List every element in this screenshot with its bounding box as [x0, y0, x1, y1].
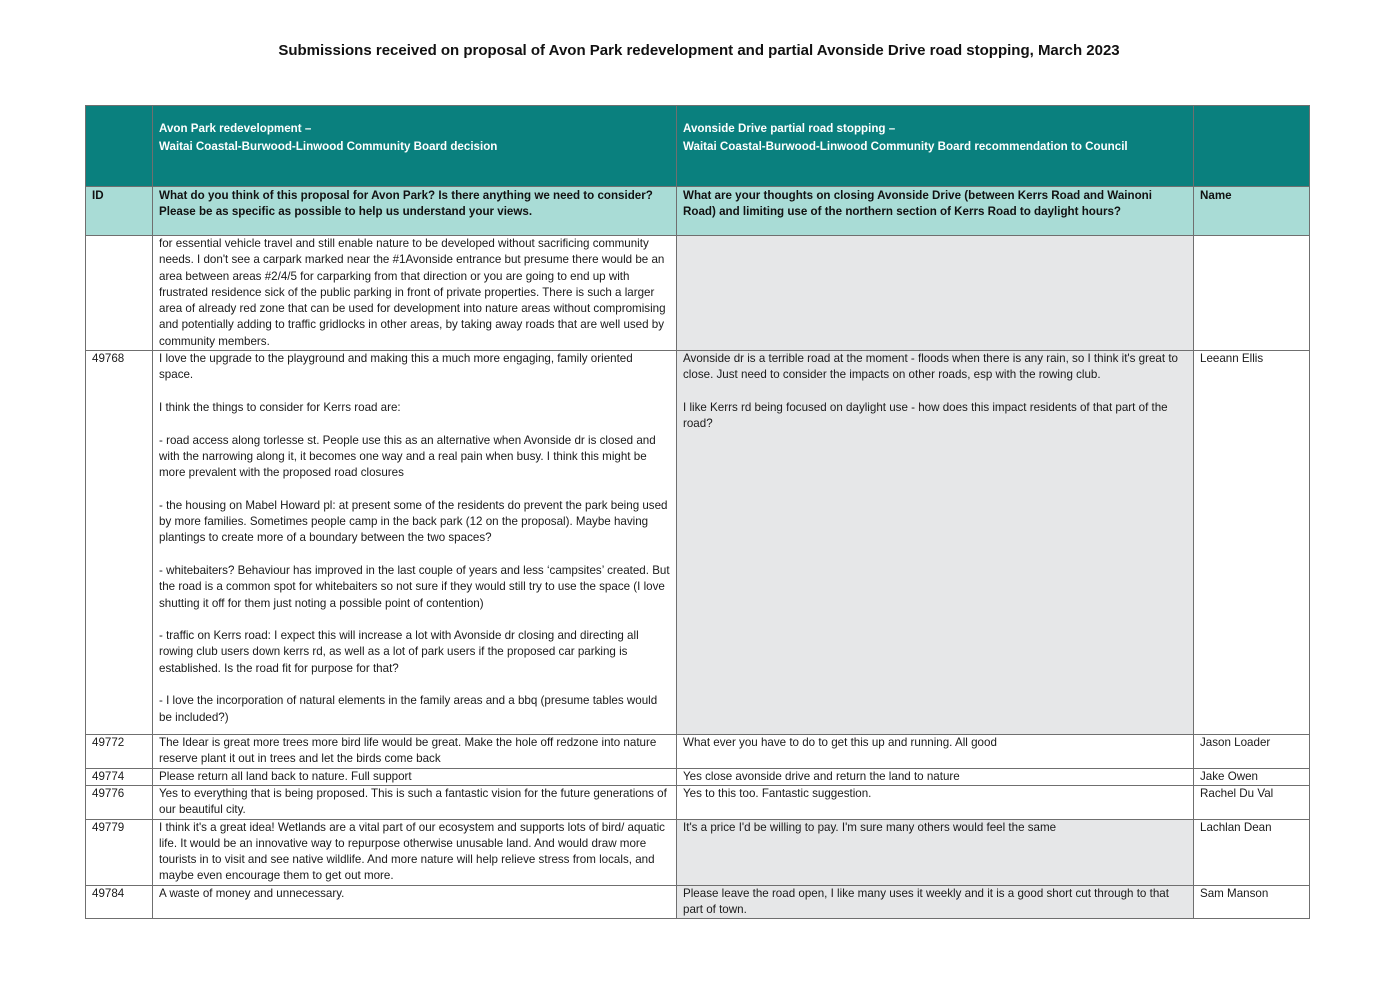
- road-response: It's a price I'd be willing to pay. I'm sure many others would feel the same: [677, 819, 1194, 885]
- table-row: [86, 735, 1310, 769]
- park-response: I love the upgrade to the playground and making this a much more engaging, family oriented space. I think the things to consider for Kerrs road are: - road access along torlesse st. People use this as an alternative when Avonside dr is closed and with the narrowing along it, it becomes one way and a real pain when busy. I think this might be more prevalent with the proposed road closures - the housing on Mabel Howard pl: at present some of the residents do prevent the park being used by more families. Sometimes people camp in the back park (12 on the proposal). Maybe having plantings to create more of a boundary between the two spaces? - whitebaiters? Behaviour has improved in the last couple of years and less ‘campsites’ created. But the road is a common spot for whitebaiters so not sure if they would still try to use the space (I love shutting it off for them just noting a possible point of contention) - traffic on Kerrs road: I expect this will increase a lot with Avonside dr closing and directing all rowing club users down kerrs rd, as well as a lot of park users if the proposed car parking is established. Is the road fit for purpose for that? - I love the incorporation of natural elements in the family areas and a bbq (presume tables would be included?): [153, 351, 677, 735]
- group-header-blank: [86, 106, 153, 187]
- park-response: for essential vehicle travel and still enable nature to be developed without sacrificing community needs. I don't see a carpark marked near the #1Avonside entrance but presume there would be an area between areas #2/4/5 for carparking from that direction or you are going to end up with frustrated residence sick of the public parking in front of private properties. There is such a larger area of already red zone that can be used for development into nature areas without compromising and potentially adding to traffic gridlocks in other areas, by taking away roads that are well used by community members.: [153, 236, 677, 351]
- road-response: Avonside dr is a terrible road at the moment - floods when there is any rain, so I think it's great to close. Just need to consider the impacts on other roads, esp with the rowing club. I like Kerrs rd being focused on daylight use - how does this impact residents of that part of the road?: [677, 351, 1194, 735]
- submissions-table: [85, 105, 1310, 919]
- road-response: Yes to this too. Fantastic suggestion.: [677, 785, 1194, 819]
- submitter-name: Jake Owen: [1194, 768, 1310, 785]
- submitter-name: Leeann Ellis: [1194, 351, 1310, 735]
- submitter-name: Rachel Du Val: [1194, 785, 1310, 819]
- park-question-header: What do you think of this proposal for Avon Park? Is there anything we need to consider? Please be as specific as possible to help us understand your views.: [153, 187, 677, 236]
- table-row: [86, 236, 1310, 351]
- submission-id: 49784: [86, 885, 153, 919]
- table-row: [86, 819, 1310, 885]
- group-header-avon-park: Avon Park redevelopment – Waitai Coastal-Burwood-Linwood Community Board decision: [153, 106, 677, 187]
- table-row: [86, 785, 1310, 819]
- table-row: [86, 885, 1310, 919]
- park-response: A waste of money and unnecessary.: [153, 885, 677, 919]
- table-row: [86, 768, 1310, 785]
- id-column-header: ID: [86, 187, 153, 236]
- group-header-row: [86, 106, 1310, 187]
- submission-id: 49776: [86, 785, 153, 819]
- road-response: What ever you have to do to get this up and running. All good: [677, 735, 1194, 769]
- submitter-name: Sam Manson: [1194, 885, 1310, 919]
- submission-id: 49779: [86, 819, 153, 885]
- park-response: I think it's a great idea! Wetlands are a vital part of our ecosystem and supports lots of bird/ aquatic life. It would be an innovative way to repurpose otherwise unusable land. And would draw more tourists in to visit and see native wildlife. And more nature will help relieve stress from locals, and maybe even encourage them to get out more.: [153, 819, 677, 885]
- document-title: Submissions received on proposal of Avon Park redevelopment and partial Avonside Drive road stopping, March 2023: [278, 42, 1120, 59]
- road-response: [677, 236, 1194, 351]
- question-header-row: [86, 187, 1310, 236]
- submission-id: [86, 236, 153, 351]
- group-header-blank-name: [1194, 106, 1310, 187]
- road-response: Please leave the road open, I like many uses it weekly and it is a good short cut through to that part of town.: [677, 885, 1194, 919]
- submission-id: 49772: [86, 735, 153, 769]
- name-column-header: Name: [1194, 187, 1310, 236]
- park-response: Please return all land back to nature. Full support: [153, 768, 677, 785]
- group-header-avonside-drive: Avonside Drive partial road stopping – Waitai Coastal-Burwood-Linwood Community Board recommendation to Council: [677, 106, 1194, 187]
- road-response: Yes close avonside drive and return the land to nature: [677, 768, 1194, 785]
- park-response: The Idear is great more trees more bird life would be great. Make the hole off redzone into nature reserve plant it out in trees and let the birds come back: [153, 735, 677, 769]
- submitter-name: [1194, 236, 1310, 351]
- table-row: [86, 351, 1310, 735]
- submitter-name: Jason Loader: [1194, 735, 1310, 769]
- road-question-header: What are your thoughts on closing Avonside Drive (between Kerrs Road and Wainoni Road) and limiting use of the northern section of Kerrs Road to daylight hours?: [677, 187, 1194, 236]
- submitter-name: Lachlan Dean: [1194, 819, 1310, 885]
- submission-id: 49768: [86, 351, 153, 735]
- park-response: Yes to everything that is being proposed. This is such a fantastic vision for the future generations of our beautiful city.: [153, 785, 677, 819]
- submission-id: 49774: [86, 768, 153, 785]
